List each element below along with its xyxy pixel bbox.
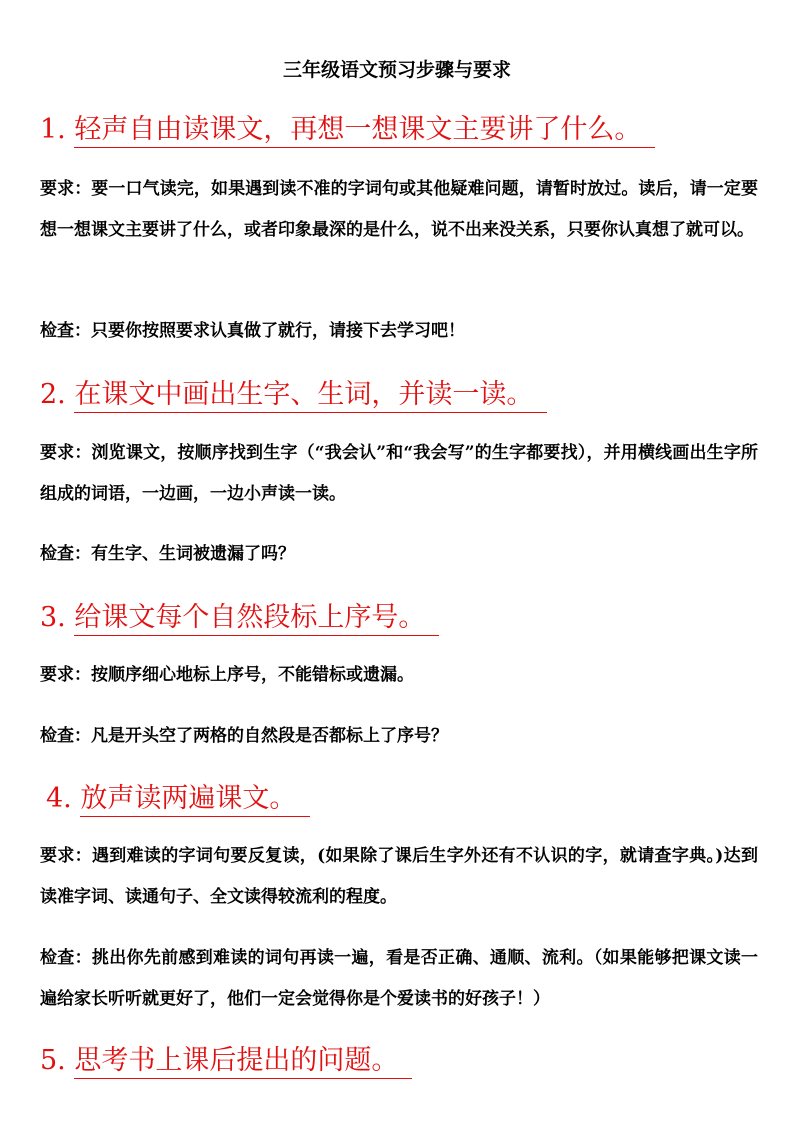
section-3-check: 检查：凡是开头空了两格的自然段是否都标上了序号？	[40, 726, 448, 746]
section-3-number: 3.	[40, 602, 66, 633]
section-5-heading-text: 思考书上课后提出的问题。	[74, 1044, 412, 1079]
section-4-number: 4.	[46, 783, 72, 814]
section-2-check: 检查：有生字、生词被遗漏了吗？	[40, 544, 295, 564]
section-3-requirement: 要求：按顺序细心地标上序号，不能错标或遗漏。	[40, 665, 414, 685]
section-5-heading	[40, 1043, 412, 1079]
document-title: 三年级语文预习步骤与要求	[282, 59, 511, 81]
section-1-heading	[40, 112, 655, 148]
section-4-heading-text: 放声读两遍课文。	[80, 782, 310, 817]
section-3-heading	[40, 600, 439, 636]
section-4-heading	[46, 781, 310, 817]
section-2-requirement: 要求：浏览课文，按顺序找到生字（“我会认”和“我会写”的生字都要找），并用横线画出生字所组成的词语，一边画，一边小声读一读。	[40, 443, 758, 504]
section-4-requirement: 要求：遇到难读的字词句要反复读，(如果除了课后生字外还有不认识的字，就请查字典。)达到读准字词、读通句子、全文读得较流利的程度。	[40, 846, 758, 907]
section-4-check: 检查：挑出你先前感到难读的词句再读一遍，看是否正确、通顺、流利。（如果能够把课文读一遍给家长听听就更好了，他们一定会觉得你是个爱读书的好孩子！）	[40, 948, 758, 1009]
section-1-number: 1.	[40, 114, 66, 145]
section-2-heading	[40, 377, 547, 413]
section-1-check: 检查：只要你按照要求认真做了就行，请接下去学习吧！	[40, 321, 465, 341]
section-2-number: 2.	[40, 379, 66, 410]
section-1-heading-text: 轻声自由读课文，再想一想课文主要讲了什么。	[74, 113, 655, 148]
section-3-heading-text: 给课文每个自然段标上序号。	[74, 601, 439, 636]
section-1-requirement: 要求：要一口气读完，如果遇到读不准的字词句或其他疑难问题，请暂时放过。读后，请一定要想一想课文主要讲了什么，或者印象最深的是什么，说不出来没关系，只要你认真想了就可以。	[40, 179, 758, 240]
section-5-number: 5.	[40, 1045, 66, 1076]
section-2-heading-text: 在课文中画出生字、生词，并读一读。	[74, 378, 547, 413]
